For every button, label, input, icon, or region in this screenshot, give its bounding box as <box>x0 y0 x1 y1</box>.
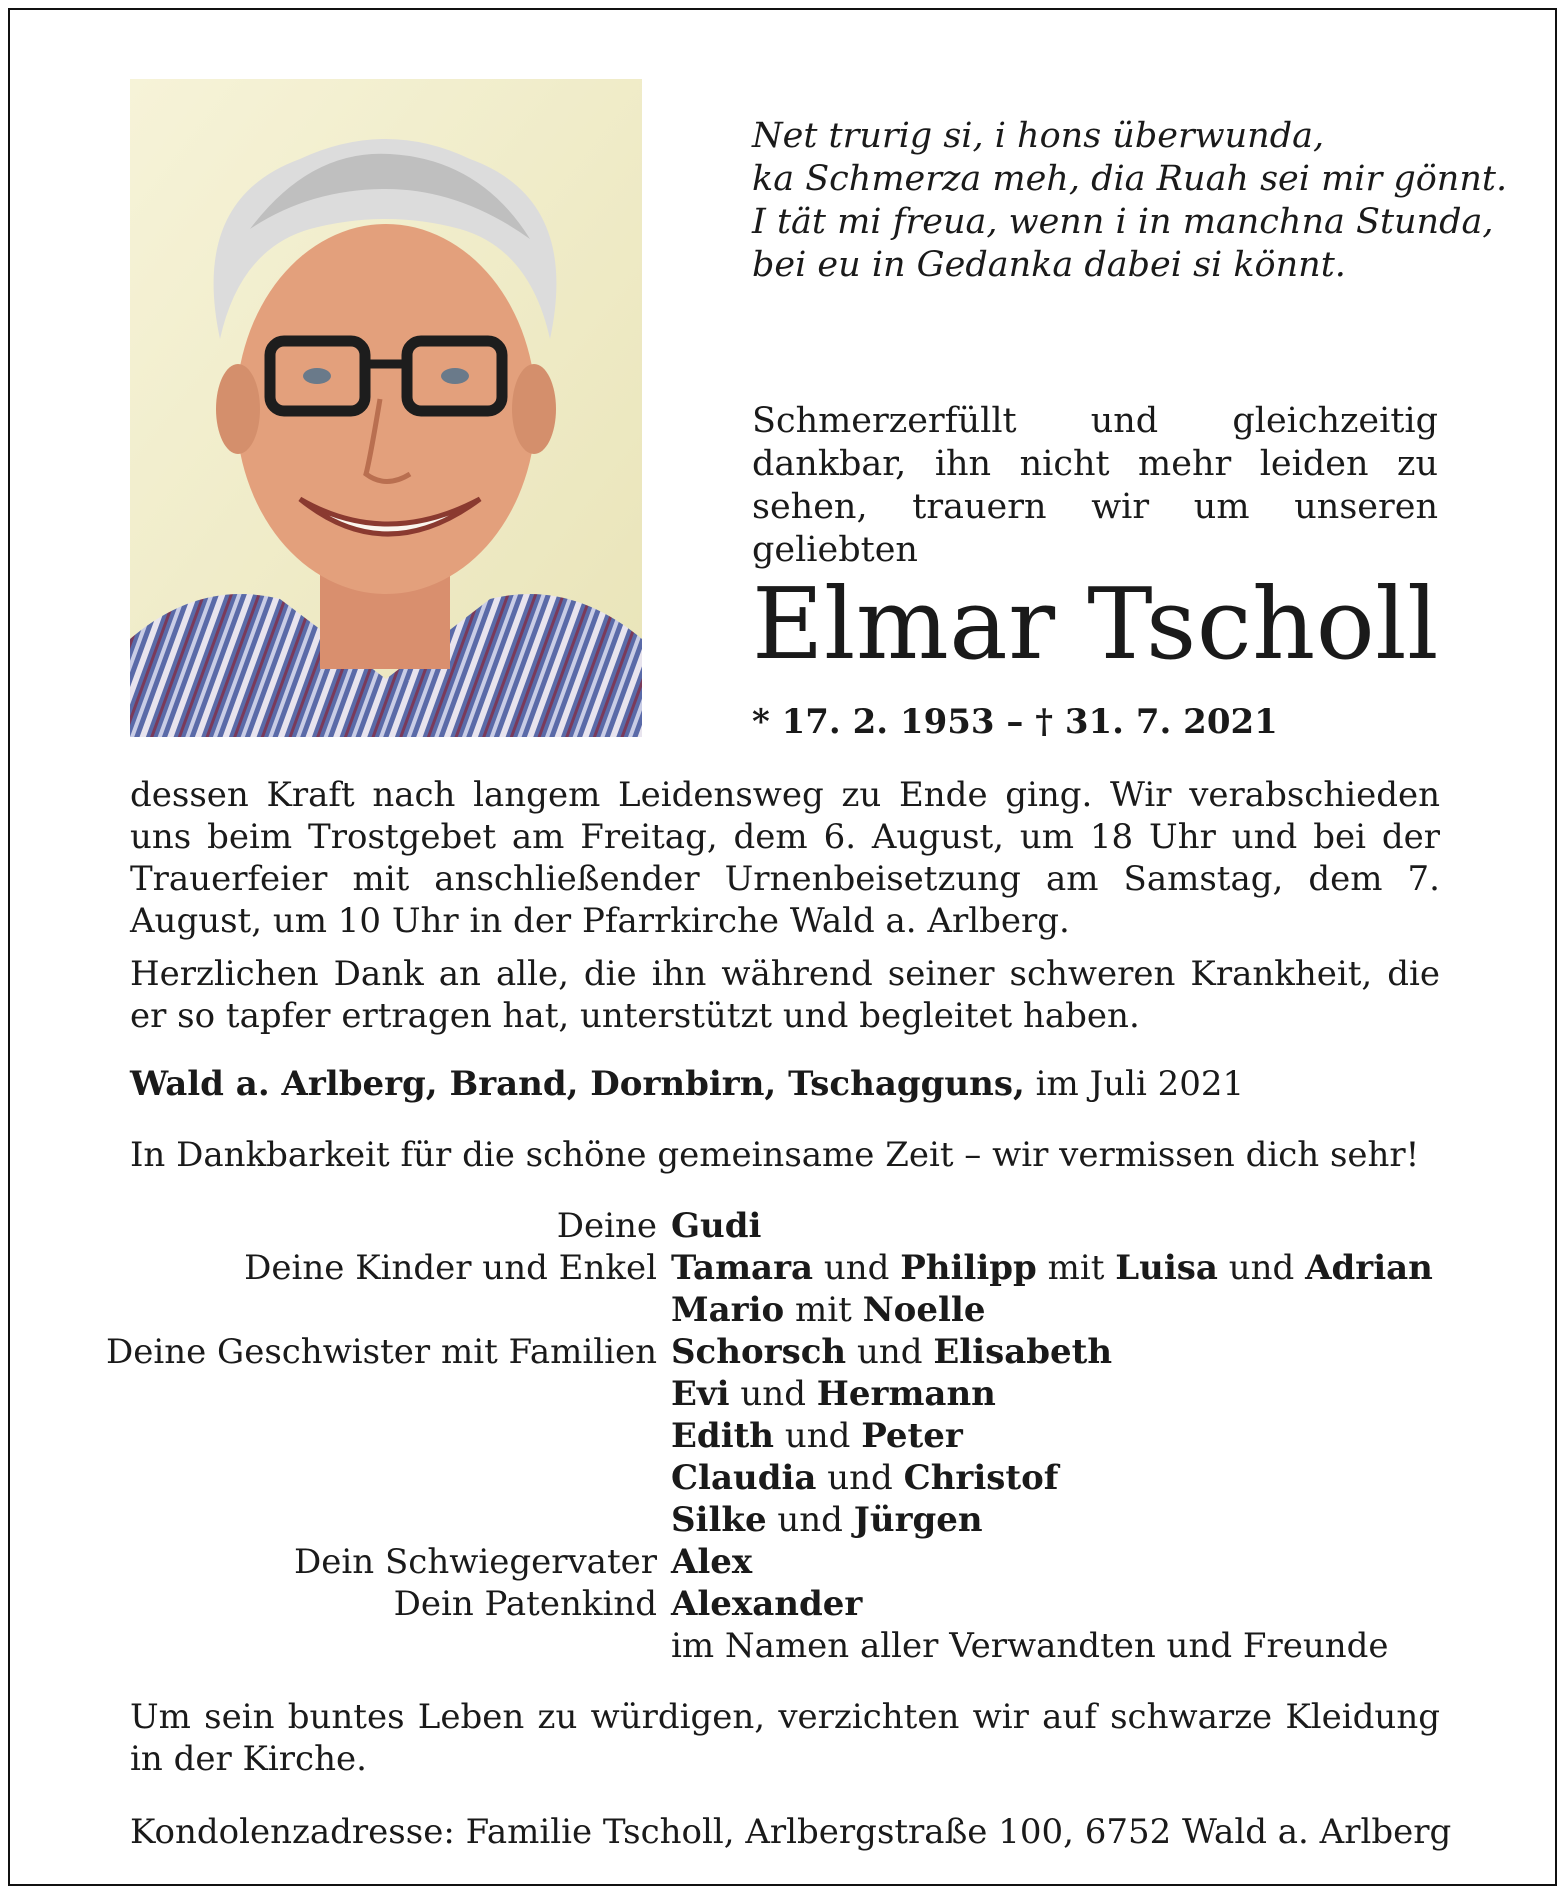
signatory-row <box>100 1205 1500 1247</box>
portrait-photo <box>130 79 642 737</box>
signatory-row <box>100 1289 1500 1331</box>
signatory-names <box>671 1625 1389 1667</box>
person-name: Noelle <box>862 1290 986 1330</box>
person-name: Mario <box>671 1290 785 1330</box>
signatory-label <box>100 1457 671 1499</box>
signatory-label <box>100 1373 671 1415</box>
deceased-name: Elmar Tscholl <box>752 568 1439 682</box>
person-name: Evi <box>671 1374 730 1414</box>
poem-line: ka Schmerza meh, dia Ruah sei mir gönnt. <box>752 159 1508 199</box>
signatory-label: Dein Schwiegervater <box>294 1542 657 1582</box>
life-dates: * 17. 2. 1953 – † 31. 7. 2021 <box>752 702 1278 742</box>
signatory-label: Deine Geschwister mit Familien <box>105 1332 657 1372</box>
place-date-line <box>130 1064 1244 1104</box>
connector-text: und <box>774 1416 862 1456</box>
signatory-label <box>100 1415 671 1457</box>
signatory-row <box>100 1331 1500 1373</box>
person-name: Alexander <box>671 1584 863 1624</box>
poem-line: bei eu in Gedanka dabei si könnt. <box>752 245 1346 285</box>
portrait-illustration <box>130 79 642 737</box>
signatory-names <box>671 1457 1058 1499</box>
connector-text: im Namen aller Verwandten und Freunde <box>671 1626 1389 1666</box>
person-name: Luisa <box>1115 1248 1218 1288</box>
signatory-label <box>100 1289 671 1331</box>
signatory-names <box>671 1499 983 1541</box>
signatory-row <box>100 1499 1500 1541</box>
person-name: Alex <box>671 1542 753 1582</box>
condolence-address: Kondolenzadresse: Familie Tscholl, Arlbergstraße 100, 6752 Wald a. Arlberg <box>130 1812 1452 1852</box>
signatory-names <box>671 1331 1112 1373</box>
person-name: Gudi <box>671 1206 762 1246</box>
signatory-names <box>671 1247 1433 1289</box>
signatory-row <box>100 1457 1500 1499</box>
person-name: Edith <box>671 1416 775 1456</box>
connector-text: und <box>729 1374 817 1414</box>
signatory-names <box>671 1415 963 1457</box>
person-name: Christof <box>903 1458 1059 1498</box>
signatory-label <box>100 1625 671 1667</box>
month-year: im Juli 2021 <box>1024 1064 1245 1104</box>
connector-text: und <box>813 1248 901 1288</box>
person-name: Peter <box>861 1416 963 1456</box>
signatory-label: Deine <box>556 1206 657 1246</box>
person-name: Silke <box>671 1500 767 1540</box>
signatory-row <box>100 1373 1500 1415</box>
connector-text: und <box>1217 1248 1306 1288</box>
funeral-details: dessen Kraft nach langem Leidensweg zu Ende ging. Wir verabschieden uns beim Trostgebet am Freitag, dem 6. August, um 18 Uhr und bei der Trauerfeier mit anschließender Urnenbeisetzung am Samstag, dem 7. August, um 10 Uhr in der Pfarrkirche Wald a. Arlberg. <box>130 775 1440 941</box>
signatory-row <box>100 1625 1500 1667</box>
signatory-names <box>671 1289 985 1331</box>
intro-text: Schmerzerfüllt und gleichzeitig dankbar, ihn nicht mehr leiden zu sehen, trauern wir um unseren geliebten <box>752 401 1438 570</box>
signatory-names <box>671 1583 862 1625</box>
person-name: Tamara <box>671 1248 814 1288</box>
signatory-row <box>100 1247 1500 1289</box>
person-name: Schorsch <box>671 1332 847 1372</box>
signatory-label <box>100 1499 671 1541</box>
person-name: Jürgen <box>853 1500 983 1540</box>
signatory-names <box>671 1541 752 1583</box>
connector-text: und <box>766 1500 854 1540</box>
signatory-row <box>100 1415 1500 1457</box>
connector-text: mit <box>784 1290 863 1330</box>
thank-you-text: Herzlichen Dank an alle, die ihn während seiner schweren Krankheit, die er so tapfer ertragen hat, unterstützt und begleitet haben. <box>130 954 1440 1036</box>
connector-text: mit <box>1036 1248 1116 1288</box>
poem-line: I tät mi freua, wenn i in manchna Stunda, <box>752 202 1494 242</box>
signatory-row <box>100 1583 1500 1625</box>
person-name: Adrian <box>1305 1248 1433 1288</box>
person-name: Philipp <box>900 1248 1037 1288</box>
gratitude-line: In Dankbarkeit für die schöne gemeinsame Zeit – wir vermissen dich sehr! <box>130 1135 1420 1175</box>
signatory-names <box>671 1373 996 1415</box>
poem-line: Net trurig si, i hons überwunda, <box>752 116 1325 156</box>
poem <box>752 115 1508 287</box>
signatory-names <box>671 1205 761 1247</box>
places: Wald a. Arlberg, Brand, Dornbirn, Tschagguns, <box>130 1064 1025 1104</box>
connector-text: und <box>816 1458 904 1498</box>
signatory-label: Dein Patenkind <box>393 1584 657 1624</box>
signatory-row <box>100 1541 1500 1583</box>
signatory-label: Deine Kinder und Enkel <box>244 1248 657 1288</box>
person-name: Hermann <box>816 1374 996 1414</box>
connector-text: und <box>846 1332 934 1372</box>
person-name: Elisabeth <box>933 1332 1113 1372</box>
signatories <box>100 1205 1500 1667</box>
person-name: Claudia <box>671 1458 817 1498</box>
dress-code-note: Um sein buntes Leben zu würdigen, verzichten wir auf schwarze Kleidung in der Kirche. <box>130 1697 1440 1779</box>
